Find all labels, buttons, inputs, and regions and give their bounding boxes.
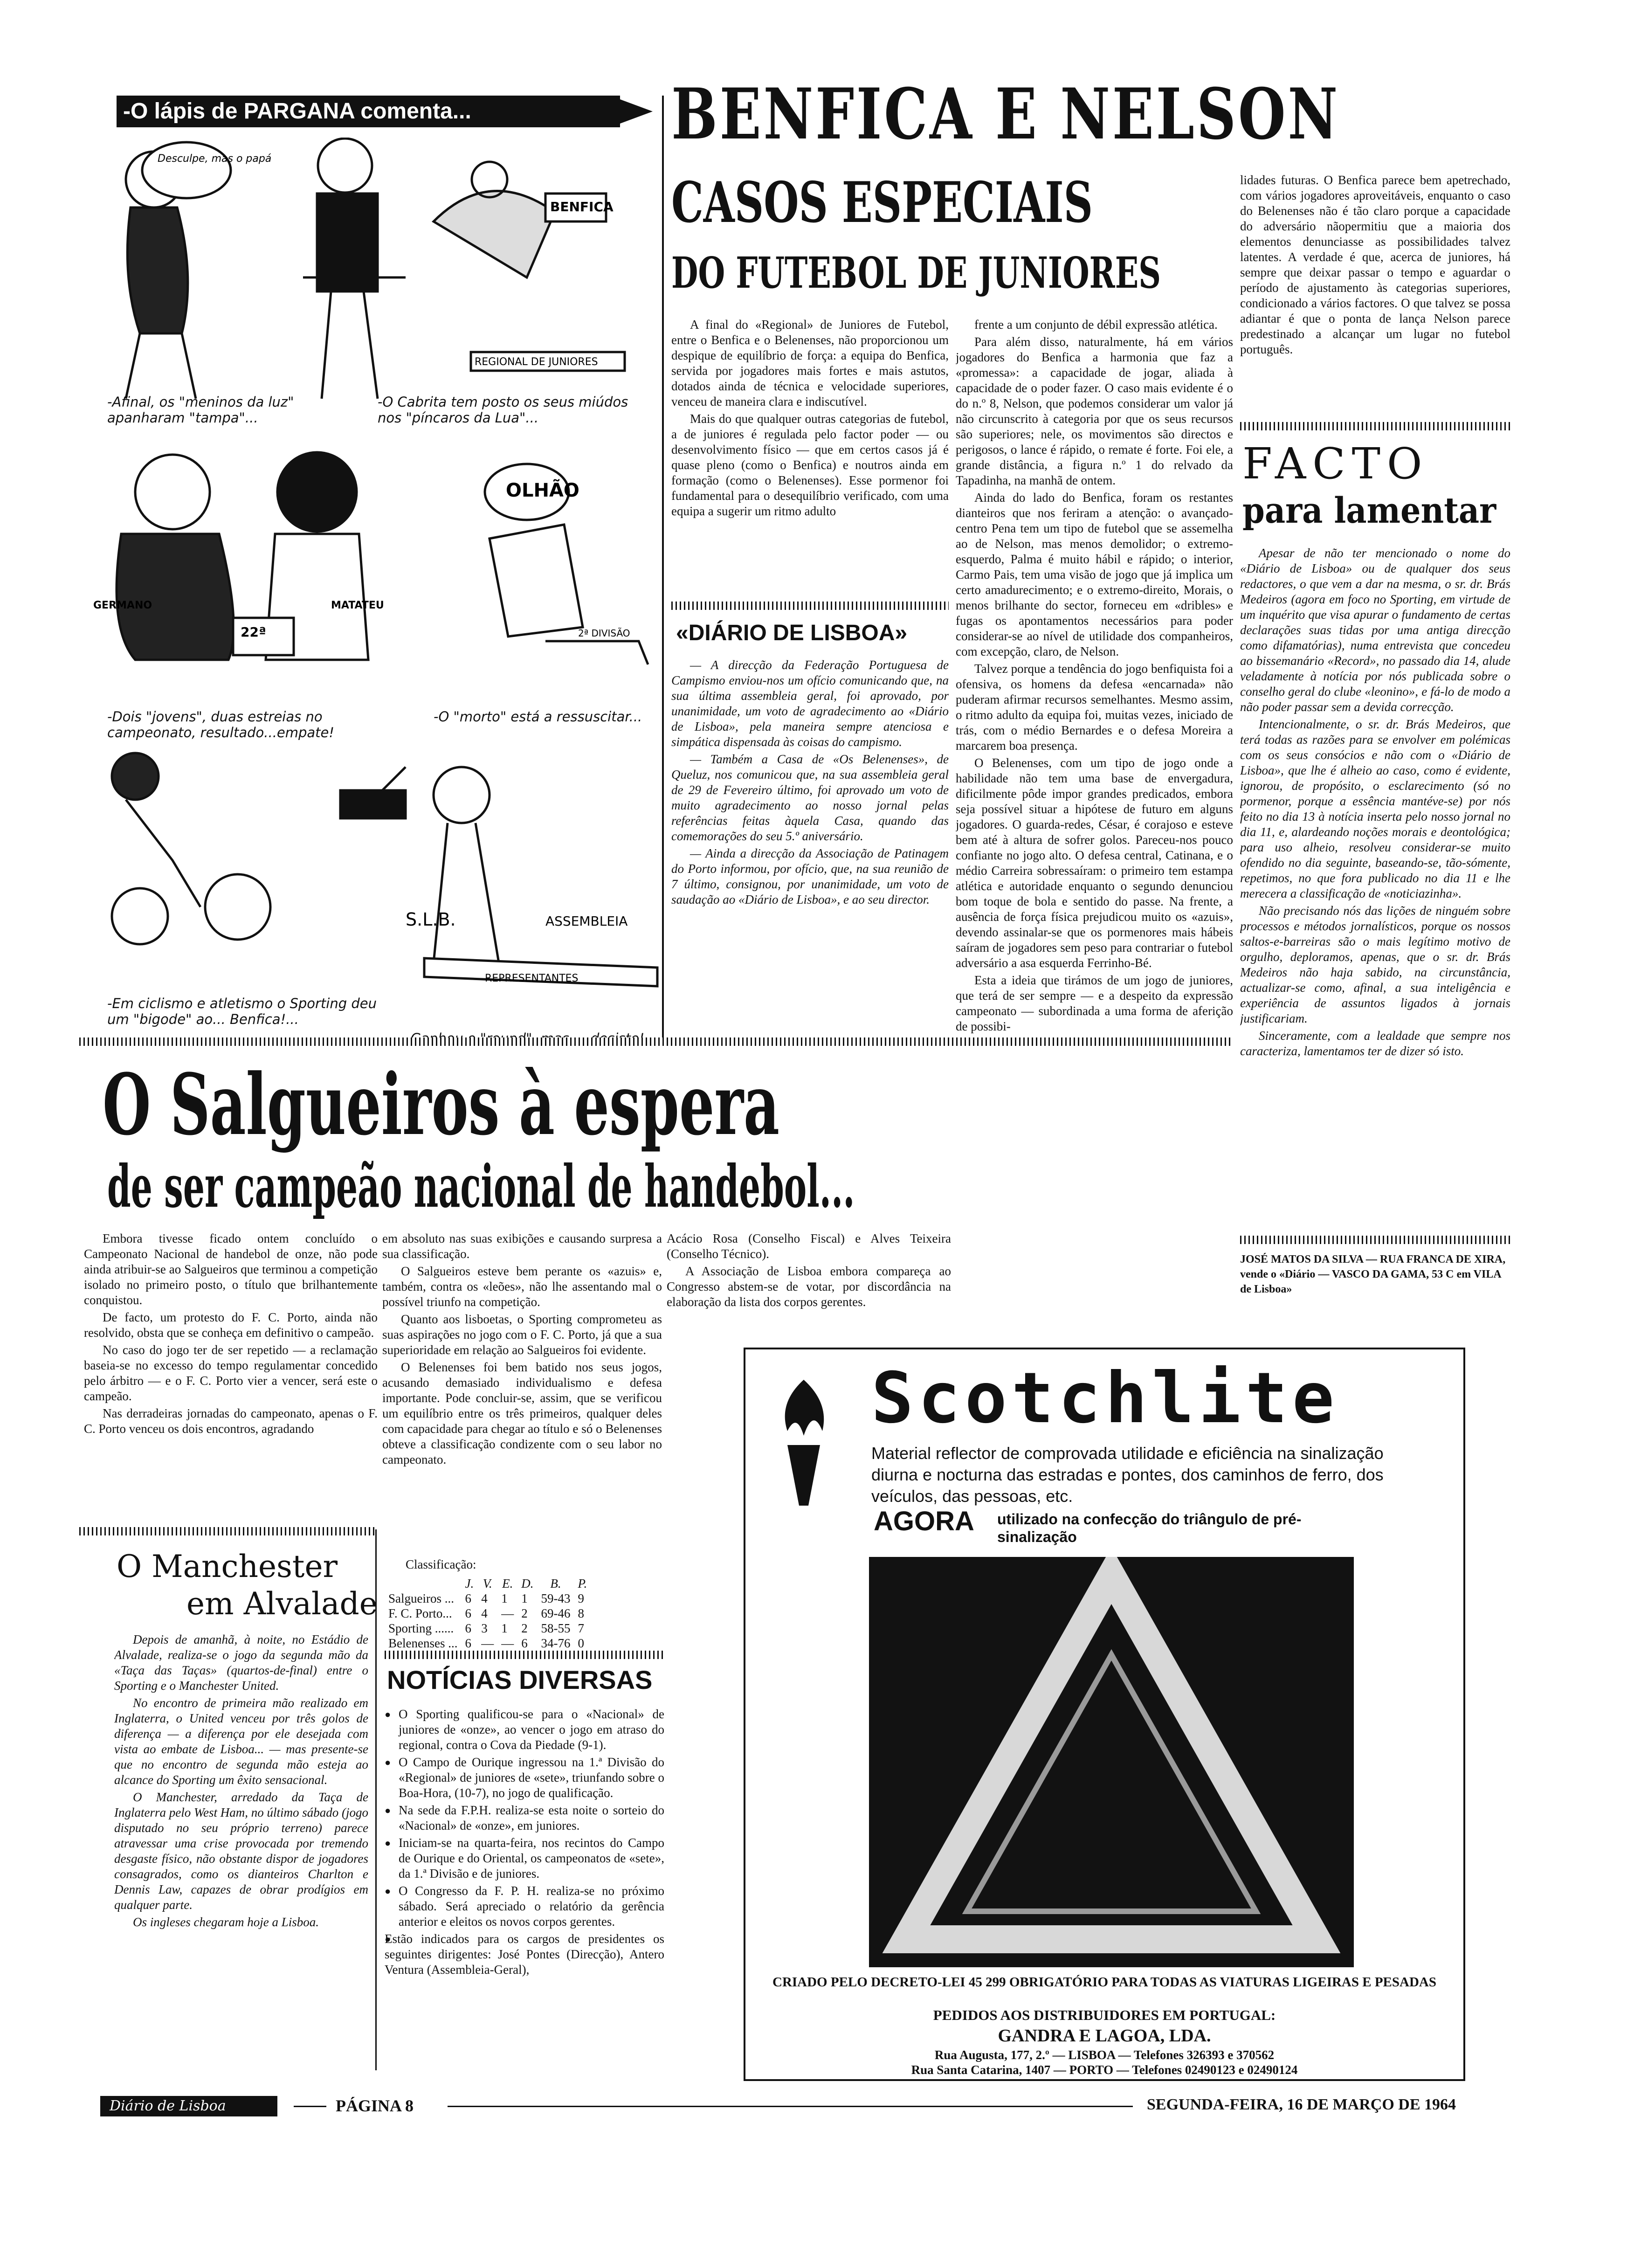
benfica-subhead: CASOS ESPECIAIS <box>671 170 1093 235</box>
ad-agora: AGORA <box>874 1506 974 1536</box>
cls-cell: 6 <box>521 1636 528 1650</box>
cartoon-caption-3a: -Em ciclismo e atletismo o Sporting deu um "bigode" ao... Benfica!... <box>107 996 377 1027</box>
manchester-p2: No encontro de primeira mão realizado em Inglaterra, o United venceu por três golos de diferença — a diferença por ele desejada com vista ao embate de Lisboa... — mas presente-se que no encontro de segunda mão esteja ao alcance do Sporting um êxito sensacional. <box>114 1696 368 1787</box>
cls-cell: 6 <box>465 1606 471 1620</box>
salgueiros-col1 <box>84 1231 378 1529</box>
salgueiros-col1-p3: No caso do jogo ter de ser repetido — a reclamação baseia-se no excesso do tempo regulamentar concedido pelo árbitro — e o F. C. Porto vier a vencer, será este o campeão. <box>84 1343 378 1403</box>
footer-paper-name: Diário de Lisboa <box>110 2098 226 2114</box>
cls-cell: 2 <box>521 1606 528 1620</box>
list-item: ● Na sede da F.P.H. realiza-se esta noite o sorteio do «Nacional» de «onze», em juniores. <box>385 1803 664 1833</box>
cls-cell: 1 <box>501 1621 508 1635</box>
ad-brand: Scotchlite <box>871 1358 1339 1439</box>
facto-p3: Não precisando nós das lições de ninguém sobre processos e métodos jornalísticos, porque os nossos saltos-e-barreiras são o mais legítimo motivo de orgulho, deploramos, apenas, que o sr. dr. Brás Medeiros não haja sabido, na circunstância, actualizar-se como, afinal, a sua inteligência e experiência de assuntos ligados à jornais justificariam. <box>1240 904 1510 1025</box>
cls-h3: E. <box>502 1577 513 1590</box>
cartoon-drawing-row2 <box>79 441 662 702</box>
cls-cell: 4 <box>481 1591 488 1605</box>
benfica-col2-p4: Talvez porque a tendência do jogo benfiquista foi a ofensiva, os homens da defesa «encarnada» não puderam afirmar recursos semelhantes. Mesmo assim, o ritmo adulto da equipa foi, muitas vezes, iniciado de trás, com o médio Bernardes e o defesa Moreira a marcarem boa presença. <box>956 662 1233 753</box>
facto-footnote: JOSÉ MATOS DA SILVA — RUA FRANCA DE XIRA, vende o «Diário — VASCO DA GAMA, 53 C em VILA de Lisboa» <box>1240 1253 1506 1295</box>
footer-paper-logo <box>100 2096 277 2116</box>
ad-description: Material reflector de comprovada utilidade e eficiência na sinalização diurna e nocturna das estradas e pontes, dos caminhos de ferro, dos veículos, das pessoas, etc. <box>871 1444 1384 1506</box>
ad-address-porto: Rua Santa Catarina, 1407 — PORTO — Telefones 02490123 e 02490124 <box>911 2063 1298 2077</box>
facto-p1: Apesar de não ter mencionado o nome do «Diário de Lisboa» ou de qualquer dos seus redactores, o que vem a dar na mesma, o sr. dr. Brás Medeiros (agora em foco no Sporting, em virtude de um inquérito que visa apurar o fundamento de certas declarações suas tidas por uma antiga direcção como difamatórias), numa entrevista que concedeu ao bissemanário «Record», no passado dia 14, alude veladamente à notícia por nós publicada sobre o conselho geral do clube «leonino», e fá-lo de modo a não poder passar sem a devida correcção. <box>1240 546 1510 714</box>
cartoon-label-slb: S.L.B. <box>406 909 456 930</box>
benfica-col2 <box>956 317 1233 1324</box>
rule-manchester <box>79 1527 375 1535</box>
classification-table <box>385 1576 591 1651</box>
cls-cell: 2 <box>521 1621 528 1635</box>
cls-h2: V. <box>483 1577 492 1590</box>
cls-cell: 6 <box>465 1621 471 1635</box>
cartoon-label-germano: GERMANO <box>93 600 152 611</box>
cls-cell: 1 <box>521 1591 528 1605</box>
cls-cell: 3 <box>481 1621 488 1635</box>
cartoon-label-regional: REGIONAL DE JUNIORES <box>475 356 598 368</box>
cls-cell: 1 <box>501 1591 508 1605</box>
cls-cell: Belenenses ... <box>388 1636 458 1650</box>
footer-date: SEGUNDA-FEIRA, 16 DE MARÇO DE 1964 <box>1147 2096 1456 2113</box>
facto-subtitle: para lamentar <box>1242 490 1496 531</box>
salgueiros-subhead: de ser campeão nacional de handebol... <box>107 1153 855 1221</box>
noticias-column <box>385 1707 664 2070</box>
cls-cell: 4 <box>481 1606 488 1620</box>
cls-cell: 69-46 <box>541 1606 571 1620</box>
salgueiros-col1-p4: Nas derradeiras jornadas do campeonato, apenas o F. C. Porto venceu os dois encontros, agradando <box>84 1406 378 1436</box>
salgueiros-col2-p3: Quanto aos lisboetas, o Sporting comprometeu as suas aspirações no jogo com o F. C. Porto, já que a sua superioridade em relação ao Salgueiros foi evidente. <box>382 1312 662 1357</box>
cls-h6: P. <box>578 1577 587 1590</box>
cls-cell: 9 <box>578 1591 584 1605</box>
cartoon-banner-text: -O lápis de PARGANA comenta... <box>123 99 471 124</box>
cls-cell: 59-43 <box>541 1591 571 1605</box>
benfica-col1 <box>671 317 949 588</box>
cls-h1: J. <box>465 1577 474 1590</box>
benfica-col2-p2: Para além disso, naturalmente, há em vários jogadores do Benfica a harmonia que faz a «promessa»: a capacidade de jogar, aliada à capacidade de o poder fazer. O caso mais evidente é o do n.º 8, Nelson, que podemos considerar um valor já não circunscrito à categoria por que os seus recursos são superiores; nele, os movimentos são directos e perigosos, o lance é rápido, o remate é forte. Foi ele, a grande distância, a figura n.º 1 do relvado da Tapadinha, na manhã de ontem. <box>956 335 1233 487</box>
benfica-col3 <box>1240 173 1510 415</box>
cartoon-label-olhao: OLHÃO <box>506 480 579 501</box>
scotchlite-ad <box>744 1348 1465 2081</box>
diario-p1: — A direcção da Federação Portuguesa de Campismo enviou-nos um ofício comunicando que, na sua última assembleia geral, foi aprovado, por unanimidade, um voto de agradecimento ao «Diário de Lisboa», pela maneira sempre atenciosa e simpática dispensada às coisas do campismo. <box>671 658 949 749</box>
cls-cell: 7 <box>578 1621 584 1635</box>
list-item: ● O Congresso da F. P. H. realiza-se no próximo sábado. Será apreciado o relatório da gerência anterior e eleitos os novos corpos gerentes. <box>385 1883 664 1929</box>
benfica-col2-p3: Ainda do lado do Benfica, foram os restantes dianteiros que nos feriram a atenção: o avançado-centro Pena tem um tipo de futebol que se assemelha ao de Nelson, mas menos demolidor; o extremo-esquerdo, Palma é muito hábil e rápido; o interior, Carmo Pais, tem uma visão de jogo que já implica um certo amadurecimento; e o extremo-direito, Morais, o menos brilhante do sector, forneceu em «dribles» e fugas os apontamentos necessários para poder considerar-se ao nível de utilidade dos companheiros, com excepção, claro, de Nelson. <box>956 491 1233 658</box>
classification-label: Classificação: <box>406 1557 476 1571</box>
benfica-col3-p1: lidades futuras. O Benfica parece bem apetrechado, com vários jogadores aproveitáveis, enquanto o caso do Belenenses não é tão claro porque a capacidade do adversário nãopermitiu que a maioria dos elementos denunciasse as possibilidades talvez latentes. A verdade é que, acerca de juniores, há sempre que deixar passar o tempo e aguardar o período de ajustamento às categorias superiores, condicionado a vários factores. O que talvez se possa adiantar é que o ponta de lança Nelson parece predestinado a alcançar um lugar no futebol português. <box>1240 173 1510 356</box>
diario-heading: «DIÁRIO DE LISBOA» <box>676 621 908 645</box>
cartoon-caption-1b: -O Cabrita tem posto os seus miúdos nos "píncaros da Lua"... <box>378 394 628 426</box>
salgueiros-col3-p1: Acácio Rosa (Conselho Fiscal) e Alves Teixeira (Conselho Técnico). <box>667 1231 951 1261</box>
cls-cell: Salgueiros ... <box>388 1591 454 1605</box>
manchester-p1: Depois de amanhã, à noite, no Estádio de Alvalade, realiza-se o jogo da segunda mão da «Taça das Taças» (quartos-de-final) entre o Sporting e o Manchester United. <box>114 1632 368 1693</box>
cls-cell: 8 <box>578 1606 584 1620</box>
benfica-col2-p1: frente a um conjunto de débil expressão atlética. <box>974 318 1218 332</box>
list-item: ● O Campo de Ourique ingressou na 1.ª Divisão do «Regional» de juniores de «sete», triunfando sobre o Boa-Hora, (10-7), no jogo de qualificação. <box>385 1755 664 1801</box>
cartoon-caption-1a: -Afinal, os "meninos da luz" apanharam "tampa"... <box>107 394 294 426</box>
cls-h4: D. <box>521 1577 534 1590</box>
list-item: ● Estão indicados para os cargos de presidentes os seguintes dirigentes: José Pontes (Direcção), Antero Ventura (Assembleia-Geral), <box>385 1931 664 1978</box>
cls-cell: 6 <box>465 1636 471 1650</box>
warning-triangle-icon <box>869 1557 1354 1967</box>
manchester-p3: O Manchester, arredado da Taça de Inglaterra pelo West Ham, no último sábado (jogo disputado no seu próprio terreno) parece atravessar uma crise provocada por tremendo desgaste físico, não obstante dispor de jogadores consagrados, como os dianteiros Charlton e Dennis Law, capazes de obrar prodígios em qualquer parte. <box>114 1790 368 1912</box>
table-row <box>385 1591 591 1606</box>
ad-decree: CRIADO PELO DECRETO-LEI 45 299 OBRIGATÓRIO PARA TODAS AS VIATURAS LIGEIRAS E PESADAS <box>772 1975 1436 1990</box>
cartoon-caption-2a: -Dois "jovens", duas estreias no campeonato, resultado...empate! <box>107 709 335 740</box>
facto-p4: Sinceramente, com a lealdade que sempre nos caracteriza, lamentamos ter de dizer só isto. <box>1240 1029 1510 1058</box>
manchester-p4: Os ingleses chegaram hoje a Lisboa. <box>133 1915 319 1929</box>
cartoon-drawing-row1 <box>79 138 662 427</box>
manchester-title2: em Alvalade <box>186 1586 378 1622</box>
salgueiros-headline: O Salgueiros à espera <box>103 1056 779 1154</box>
salgueiros-col1-p2: De facto, um protesto do F. C. Porto, ainda não resolvido, obsta que se conheça em definitivo o campeão. <box>84 1310 378 1340</box>
diario-column <box>671 657 949 1021</box>
footer-rule-left <box>294 2106 326 2107</box>
facto-title: FACTO <box>1242 439 1429 489</box>
rule-facto-bottom <box>1240 1236 1510 1244</box>
rule-facto <box>1240 422 1510 430</box>
salgueiros-col2-p2: O Salgueiros esteve bem perante os «azuis» e, também, contra os «leões», não lhe assentando mal o possível triunfo na competição. <box>382 1264 662 1309</box>
cls-cell: 34-76 <box>541 1636 571 1650</box>
table-row <box>385 1606 591 1621</box>
noticias-title: NOTÍCIAS DIVERSAS <box>387 1665 653 1694</box>
cls-h5: B. <box>550 1577 561 1590</box>
cls-cell: 58-55 <box>541 1621 571 1635</box>
salgueiros-col2-p4: O Belenenses foi bem batido nos seus jogos, acusando demasiado individualismo e defesa importante. Pode concluir-se, assim, que se verificou um equilíbrio entre os três primeiros, qualquer deles com capacidade para chegar ao título e só o Belenenses obteve a classificação condizente com o seu labor no campeonato. <box>382 1360 662 1466</box>
footer-rule-mid <box>448 2106 1133 2107</box>
benfica-col2-p6: Esta a ideia que tirámos de um jogo de juniores, que terá de ser sempre — e a despeito da expressão campeonato — subordinada a uma forma de aferição de possibi- <box>956 973 1233 1033</box>
salgueiros-col2 <box>382 1231 662 1567</box>
salgueiros-col3-p2: A Associação de Lisboa embora compareça ao Congresso abstem-se de votar, por discordância na elaboração da lista dos corpos gerentes. <box>667 1264 951 1309</box>
benfica-col1-p1: A final do «Regional» de Juniores de Futebol, entre o Benfica e o Belenenses, não proporcionou um despique de equilíbrio de força: a equipa do Benfica, servida por jogadores mais fortes e mais astutos, dotados ainda de técnica e velocidade superiores, venceu de maneira clara e indiscutível. <box>671 318 949 408</box>
benfica-headline: BENFICA E NELSON <box>671 73 1340 155</box>
diario-p3: — Ainda a direcção da Associação de Patinagem do Porto informou, por ofício, que, na sua reunião de 7 último, consignou, por unanimidade, um voto de saudação ao «Diário de Lisboa», e ao seu director. <box>671 846 949 906</box>
benfica-col2-p5: O Belenenses, com um tipo de jogo onde a habilidade não tem uma base de envergadura, dificilmente pôde impor grandes predicados, embora seja possível situar a hipótese de futuro em alguns jogadores. O guarda-redes, César, é corajoso e esteve bem até à altura de sofrer golos. Pareceu-nos pouco confiante no jogo alto. O defesa central, Catinana, e o médio Carreira sobressaíram: o primeiro tem estampa atlética e autoridade enquanto o segundo denunciou bom toque de bola e sentido do passe. Na frente, a ausência de força física prejudicou muito os «azuis», devendo assinalar-se que os pormenores mais hábeis saíram de jogadores sem peso para contrariar o futebol adversário a asa esquerda Ferrinho-Bé. <box>956 756 1233 970</box>
cartoon-caption-2b: -O "morto" está a ressuscitar... <box>434 709 642 725</box>
cartoon-sign-benfica: BENFICA <box>550 199 614 214</box>
manchester-column <box>114 1632 368 2070</box>
ad-company: GANDRA E LAGOA, LDA. <box>998 2026 1211 2046</box>
cartoon-label-representantes: REPRESENTANTES <box>485 973 579 984</box>
rule-noticias <box>385 1651 664 1659</box>
pencil-icon <box>620 99 653 124</box>
cartoon-label-assembleia: ASSEMBLEIA <box>545 913 628 929</box>
cartoon-label-division: 2ª DIVISÃO <box>578 628 630 639</box>
benfica-subhead2: DO FUTEBOL DE JUNIORES <box>671 248 1161 298</box>
torch-icon <box>769 1375 839 1515</box>
table-row <box>385 1621 591 1636</box>
salgueiros-col2-p1: em absoluto nas suas exibições e causando surpresa a sua classificação. <box>382 1231 662 1261</box>
column-rule-1 <box>662 96 664 1042</box>
manchester-title: O Manchester <box>117 1549 338 1584</box>
diario-p2: — Também a Casa de «Os Belenenses», de Queluz, nos comunicou que, na sua assembleia geral de 29 de Fevereiro último, foi aprovado um voto de muito agradecimento ao nosso jornal pelas referências feitas àquela Casa, quando das comemorações do seu 5.º aniversário. <box>671 752 949 843</box>
benfica-col1-p2: Mais do que qualquer outras categorias de futebol, a de juniores é regulada pelo factor poder — ou desenvolvimento físico — que em certos casos já é quase pleno (como o Benfica) e noutros ainda em formação (como o Belenenses). Esse pormenor foi fundamental para o desequilíbrio verificado, com uma equipa a sugerir um ritmo adulto <box>671 412 949 518</box>
ad-triangle-photo <box>869 1557 1354 1967</box>
cls-cell: — <box>501 1606 514 1620</box>
cls-cell: 0 <box>578 1636 584 1650</box>
facto-column <box>1240 546 1510 1222</box>
cartoon-drawing-row3 <box>79 739 662 1000</box>
cartoon-banner <box>117 96 620 127</box>
ad-address-lisboa: Rua Augusta, 177, 2.º — LISBOA — Telefones 326393 e 370562 <box>934 2048 1275 2062</box>
cartoon-label-matateu: MATATEU <box>331 600 384 611</box>
cls-cell: — <box>481 1636 494 1650</box>
facto-p2: Intencionalmente, o sr. dr. Brás Medeiros, que terá todas as razões para se envolver em polémicas com os seus consócios e não com o «Diário de Lisboa», que lhe é alheio ao caso, como é evidente, ignorou, de propósito, o esclarecimento (só no pormenor, porque a essência mantéve-se) por nós feito no dia 13 à notícia inserta pelo nosso jornal no dia 11, e, alardeando noções morais e deontológica; para uso alheio, resolveu considerar-se muito ofendido no dia seguinte, baseando-se, tão-sómente, repetimos, no que fora publicado no dia 11 e lhe merecera a classificação de «noticiazinha». <box>1240 717 1510 900</box>
cls-cell: 6 <box>465 1591 471 1605</box>
cartoon-label-jornada: 22ª <box>241 624 266 640</box>
cls-cell: — <box>501 1636 514 1650</box>
table-row <box>385 1636 591 1651</box>
cls-h0 <box>385 1576 461 1591</box>
rule-diario <box>671 602 949 610</box>
list-item: ● O Sporting qualificou-se para o «Nacional» de juniores de «onze», ao vencer o jogo em atraso do regional, contra o Cova da Piedade (9-1). <box>385 1707 664 1753</box>
cartoon-bubble: Desculpe, mas o papá <box>158 153 272 165</box>
rule-salgueiros <box>79 1037 1231 1046</box>
salgueiros-col1-p1: Embora tivesse ficado ontem concluído o Campeonato Nacional de handebol de onze, não pode ainda atribuir-se ao Salgueiros que terminou a competição isolado no primeiro posto, o título que brilhantemente conquistou. <box>84 1231 378 1307</box>
footer-page: PÁGINA 8 <box>336 2096 414 2115</box>
salgueiros-col3 <box>667 1231 951 1343</box>
cls-cell: Sporting ...... <box>388 1621 454 1635</box>
classification-header <box>385 1576 591 1591</box>
ad-orders: PEDIDOS AOS DISTRIBUIDORES EM PORTUGAL: <box>933 2007 1276 2023</box>
cls-cell: F. C. Porto... <box>388 1606 452 1620</box>
list-item: ● Iniciam-se na quarta-feira, nos recintos do Campo de Ourique e do Oriental, os campeonatos de «sete», da 1.ª Divisão e de juniores. <box>385 1835 664 1881</box>
cartoon-panel <box>79 96 662 1049</box>
ad-agora-text: utilizado na confecção do triângulo de pré-sinalização <box>997 1511 1302 1545</box>
